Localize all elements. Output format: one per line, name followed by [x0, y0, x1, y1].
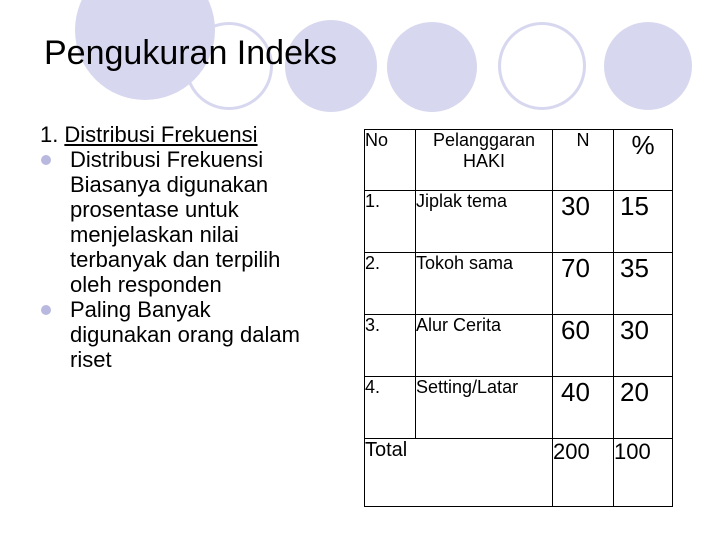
header-pelanggaran-line1: Pelanggaran — [432, 130, 536, 150]
table-row — [365, 253, 673, 315]
decor-circle-4 — [604, 22, 692, 110]
header-pelanggaran — [416, 130, 553, 191]
bullet-icon — [41, 155, 51, 165]
cell-no: 2. — [365, 253, 416, 315]
bullet-line: prosentase untuk — [70, 197, 239, 222]
table-row — [365, 377, 673, 439]
bullet-line: Paling Banyak — [70, 297, 211, 322]
slide-title: Pengukuran Indeks — [44, 34, 337, 72]
table-row — [365, 315, 673, 377]
section-heading-text: Distribusi Frekuensi — [64, 122, 258, 147]
header-percent: % — [614, 130, 673, 191]
section-heading — [40, 122, 340, 147]
decor-circle-3 — [387, 22, 477, 112]
table-header-row — [365, 130, 673, 191]
section-number: 1. — [40, 122, 59, 147]
bullet-item-1 — [40, 147, 340, 297]
cell-percent: 30 — [614, 315, 673, 377]
cell-n: 60 — [553, 315, 614, 377]
total-label: Total — [365, 439, 416, 507]
frequency-table — [364, 129, 673, 507]
cell-name: Alur Cerita — [416, 315, 553, 377]
header-n: N — [553, 130, 614, 191]
total-n: 200 — [553, 439, 614, 507]
bullet-item-2 — [40, 297, 340, 372]
cell-percent: 35 — [614, 253, 673, 315]
table-total-row — [365, 439, 673, 507]
bullet-line: riset — [70, 347, 112, 372]
left-content — [40, 122, 340, 372]
cell-name: Jiplak tema — [416, 191, 553, 253]
bullet-line: digunakan orang dalam — [70, 322, 300, 347]
bullet-line: oleh responden — [70, 272, 222, 297]
cell-name: Tokoh sama — [416, 253, 553, 315]
cell-no: 3. — [365, 315, 416, 377]
bullet-line: menjelaskan nilai — [70, 222, 239, 247]
cell-percent: 15 — [614, 191, 673, 253]
bullet-line: terbanyak dan terpilih — [70, 247, 281, 272]
bullet-line: Biasanya digunakan — [70, 172, 269, 197]
table-row — [365, 191, 673, 253]
total-empty-cell — [416, 439, 553, 507]
cell-n: 40 — [553, 377, 614, 439]
header-pelanggaran-line2: HAKI — [462, 151, 505, 171]
cell-no: 4. — [365, 377, 416, 439]
cell-n: 70 — [553, 253, 614, 315]
header-no: No — [365, 130, 416, 191]
total-percent: 100 — [614, 439, 673, 507]
cell-no: 1. — [365, 191, 416, 253]
cell-percent: 20 — [614, 377, 673, 439]
cell-n: 30 — [553, 191, 614, 253]
bullet-line: Distribusi Frekuensi — [70, 147, 264, 172]
bullet-icon — [41, 305, 51, 315]
decor-ring-2 — [498, 22, 586, 110]
cell-name: Setting/Latar — [416, 377, 553, 439]
